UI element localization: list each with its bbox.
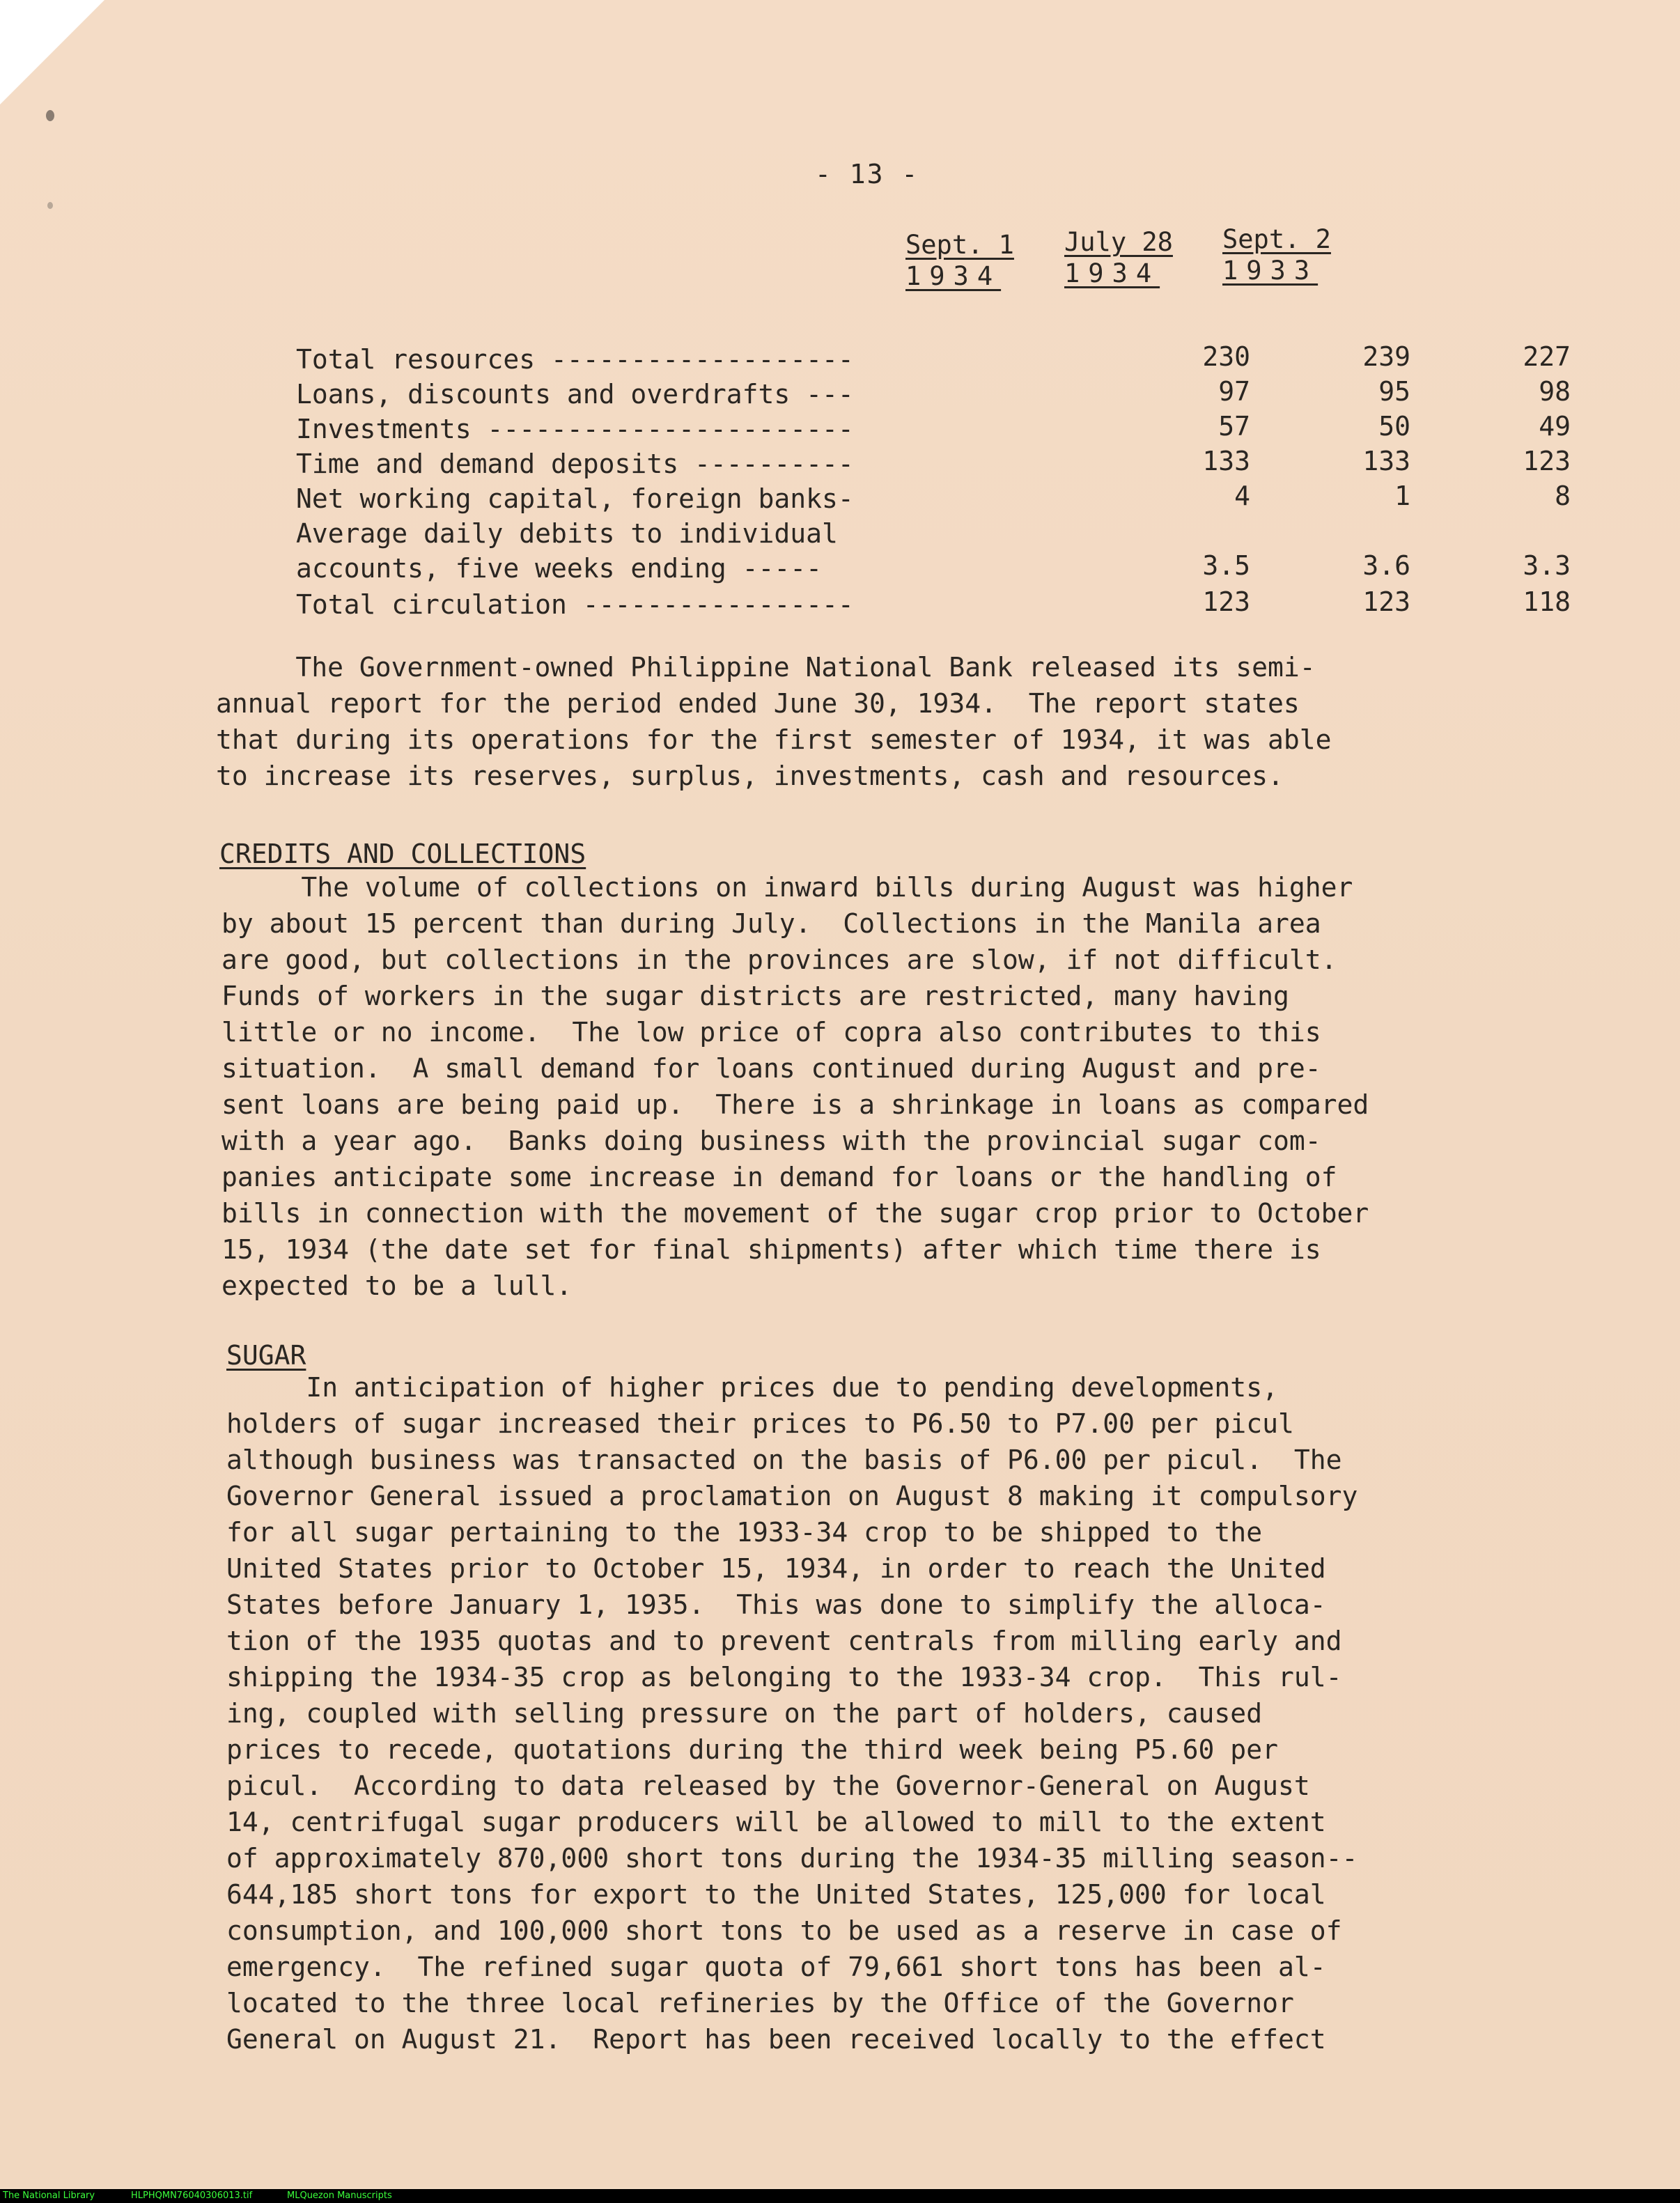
- value-sept-1933: 227: [1523, 341, 1571, 372]
- column-year: 1933: [1222, 256, 1319, 286]
- value-sept-1934: 97: [1218, 376, 1250, 407]
- column-month: Sept. 2: [1222, 224, 1331, 254]
- value-july-1934: 3.6: [1362, 550, 1410, 581]
- value-sept-1934: 3.5: [1202, 550, 1250, 581]
- table-column-header: [1064, 227, 1197, 288]
- table-row: [296, 446, 1571, 485]
- value-sept-1933: 118: [1523, 586, 1571, 617]
- row-label: Average daily debits to individual: [296, 518, 838, 549]
- table-column-header: [905, 230, 1038, 291]
- table-row: [296, 481, 1571, 520]
- page-number: - 13 -: [815, 159, 919, 189]
- sugar-paragraph: In anticipation of higher prices due to pending developments, holders of sugar increased their prices to P6.50 to P7.00 per picul although business was transacted on the basis of P6.00 per picul. The Governor General issued a proclamation on August 8 making it compulsory for all sugar pertaining to the 1933-34 crop to be shipped to the United States prior to October 15, 1934, in order to reach the United States before January 1, 1935. This was done to simplify the alloca- tion of the 1935 quotas and to prevent centrals from milling early and shipping the 1934-35 crop as belonging to the 1933-34 crop. This rul- ing, coupled with selling pressure on the part of holders, caused prices to recede, quotations during the third week being P5.60 per picul. According to data released by the Governor-General on August 14, centrifugal sugar producers will be allowed to mill to the extent of approximately 870,000 short tons during the 1934-35 milling season-- 644,185 short tons for export to the United States, 125,000 for local consumption, and 100,000 short tons to be used as a reserve in case of emergency. The refined sugar quota of 79,661 short tons has been al- located to the three local refineries by the Office of the Governor General on August 21. Report has been received locally to the effect: [226, 1372, 1358, 2055]
- value-sept-1934: 123: [1202, 586, 1250, 617]
- row-label: Loans, discounts and overdrafts ---: [296, 379, 854, 410]
- value-sept-1933: 123: [1523, 446, 1571, 476]
- value-sept-1933: 3.3: [1523, 550, 1571, 581]
- credits-heading: CREDITS AND COLLECTIONS: [219, 839, 586, 869]
- table-row: [296, 411, 1571, 450]
- folded-corner: [0, 0, 104, 104]
- value-july-1934: 50: [1378, 411, 1410, 442]
- punch-hole-mark: [46, 110, 54, 121]
- footer-collection: MLQuezon Manuscripts: [287, 2190, 392, 2201]
- table-row: [296, 518, 1355, 554]
- pnb-paragraph: The Government-owned Philippine National Bank released its semi- annual report for the period ended June 30, 1934. The report states that during its operations for the first semester of 1934, it was able to increase its reserves, surplus, investments, cash and resources.: [216, 652, 1332, 791]
- row-label: Investments -----------------------: [296, 414, 854, 444]
- row-label: accounts, five weeks ending -----: [296, 553, 822, 584]
- value-july-1934: 239: [1362, 341, 1410, 372]
- value-sept-1933: 98: [1539, 376, 1571, 407]
- value-july-1934: 95: [1378, 376, 1410, 407]
- column-month: Sept. 1: [905, 230, 1014, 260]
- credits-paragraph: The volume of collections on inward bills during August was higher by about 15 percent than during July. Collections in the Manila area are good, but collections in the provinces are slow, if not difficult. Funds of workers in the sugar districts are restricted, many having little or no income. The low price of copra also contributes to this situation. A small demand for loans continued during August and pre- sent loans are being paid up. There is a shrinkage in loans as compared with a year ago. Banks doing business with the provincial sugar com- panies anticipate some increase in demand for loans or the handling of bills in connection with the movement of the sugar crop prior to October 15, 1934 (the date set for final shipments) after which time there is expected to be a lull.: [221, 872, 1369, 1301]
- row-label: Total resources -------------------: [296, 344, 854, 375]
- value-sept-1934: 133: [1202, 446, 1250, 476]
- value-sept-1933: 8: [1555, 481, 1571, 511]
- scan-footer-bar: [0, 2189, 1680, 2203]
- table-row: [296, 550, 1571, 589]
- row-label: Time and demand deposits ----------: [296, 449, 854, 479]
- value-sept-1934: 230: [1202, 341, 1250, 372]
- row-label: Total circulation -----------------: [296, 589, 854, 620]
- value-sept-1934: 4: [1234, 481, 1250, 511]
- table-row: [296, 586, 1571, 625]
- footer-file: HLPHQMN76040306013.tif: [131, 2190, 253, 2201]
- table-row: [296, 376, 1571, 415]
- sugar-heading: SUGAR: [226, 1340, 306, 1371]
- value-sept-1933: 49: [1539, 411, 1571, 442]
- punch-hole-mark: [47, 202, 53, 209]
- footer-library: The National Library: [3, 2190, 95, 2201]
- value-sept-1934: 57: [1218, 411, 1250, 442]
- value-july-1934: 133: [1362, 446, 1410, 476]
- row-label: Net working capital, foreign banks-: [296, 483, 854, 514]
- column-month: July 28: [1064, 227, 1173, 257]
- column-year: 1934: [905, 261, 1002, 291]
- value-july-1934: 1: [1394, 481, 1410, 511]
- table-column-header: [1222, 224, 1355, 286]
- column-year: 1934: [1064, 258, 1160, 288]
- value-july-1934: 123: [1362, 586, 1410, 617]
- table-row: [296, 341, 1571, 380]
